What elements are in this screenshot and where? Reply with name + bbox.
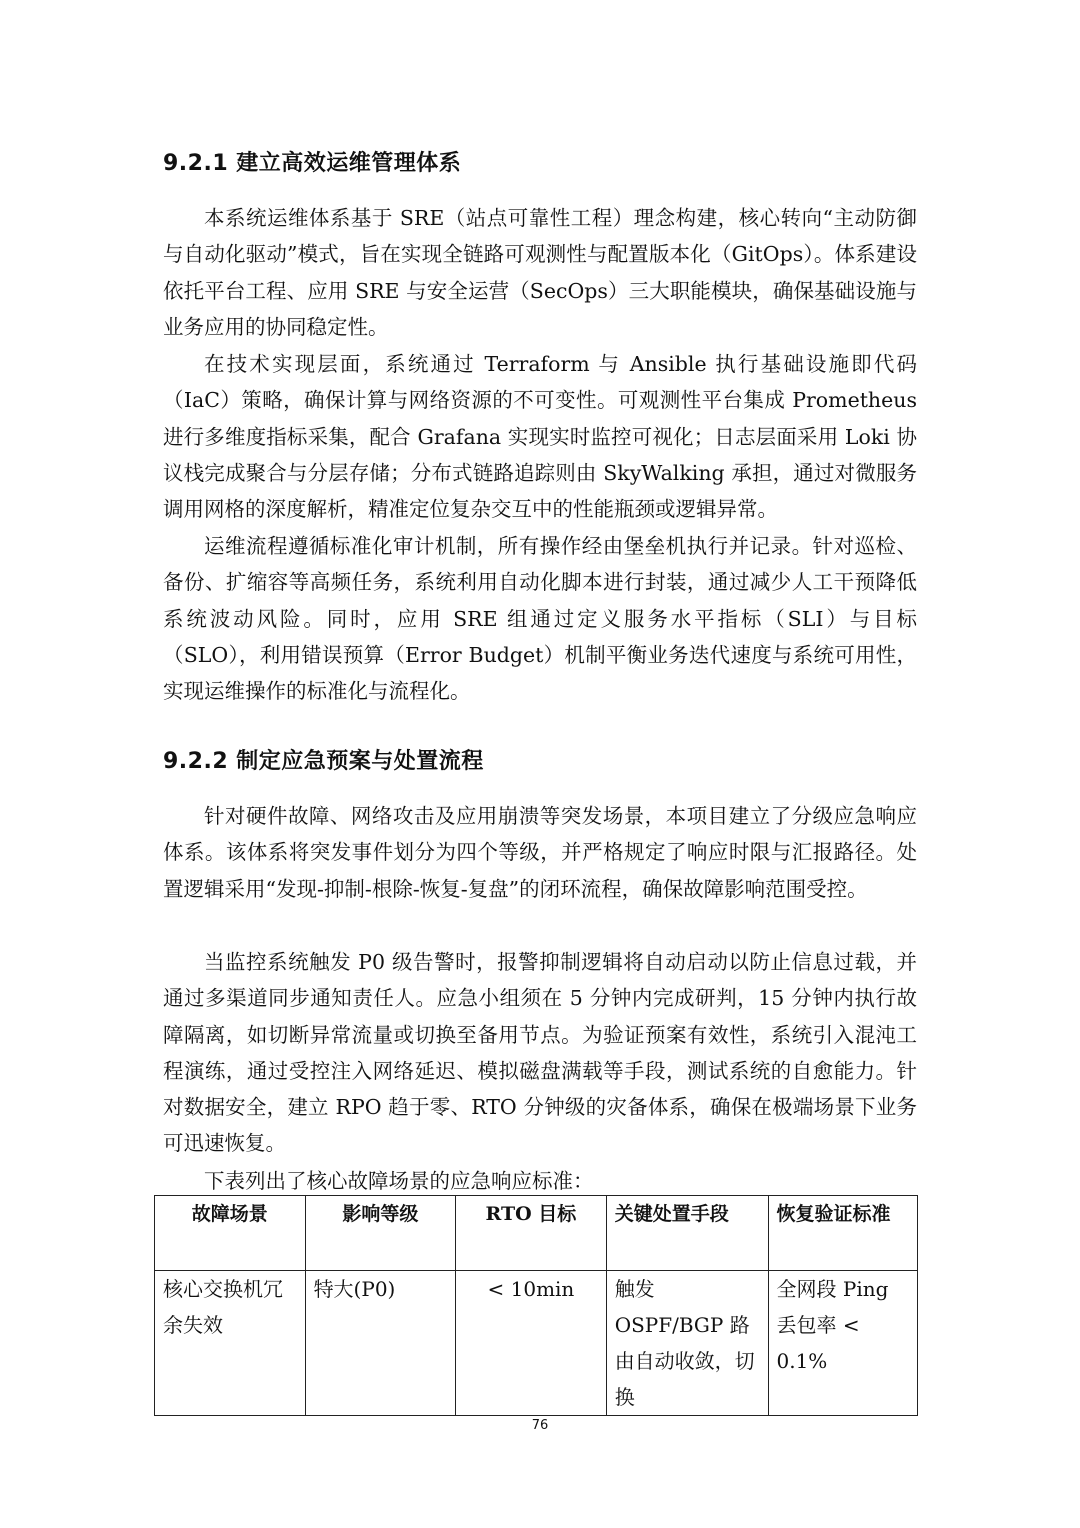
section-heading-9-2-1: 9.2.1 建立高效运维管理体系 xyxy=(163,151,462,176)
table-cell: 核心交换机冗余失效 xyxy=(155,1271,306,1416)
paragraph: 本系统运维体系基于 SRE（站点可靠性工程）理念构建，核心转向“主动防御与自动化驱动”模式，旨在实现全链路可观测性与配置版本化（GitOps）。体系建设依托平台工程、应用 SRE 与安全运营（SecOps）三大职能模块，确保基础设施与业务应用的协同稳定性。 xyxy=(163,206,917,339)
header-cell: 影响等级 xyxy=(305,1196,456,1271)
table-cell: 触发OSPF/BGP 路由自动收敛，切换 xyxy=(606,1271,768,1416)
table-header-row xyxy=(155,1196,918,1271)
paragraph: 在技术实现层面，系统通过 Terraform 与 Ansible 执行基础设施即代码（IaC）策略，确保计算与网络资源的不可变性。可观测性平台集成 Prometheus 进行多维度指标采集，配合 Grafana 实现实时监控可视化；日志层面采用 Loki 协议栈完成聚合与分层存储；分布式链路追踪则由 SkyWalking 承担，通过对微服务调用网格的深度解析，精准定位复杂交互中的性能瓶颈或逻辑异常。 xyxy=(163,352,917,522)
table-intro: 下表列出了核心故障场景的应急响应标准： xyxy=(204,1169,594,1193)
section-heading-9-2-2: 9.2.2 制定应急预案与处置流程 xyxy=(163,749,484,774)
table-cell: 特大(P0) xyxy=(305,1271,456,1416)
paragraph: 运维流程遵循标准化审计机制，所有操作经由堡垒机执行并记录。针对巡检、备份、扩缩容等高频任务，系统利用自动化脚本进行封装，通过减少人工干预降低系统波动风险。同时，应用 SRE 组通过定义服务水平指标（SLI）与目标（SLO），利用错误预算（Error Budget）机制平衡业务迭代速度与系统可用性，实现运维操作的标准化与流程化。 xyxy=(163,534,917,704)
paragraph: 当监控系统触发 P0 级告警时，报警抑制逻辑将自动启动以防止信息过载，并通过多渠道同步通知责任人。应急小组须在 5 分钟内完成研判，15 分钟内执行故障隔离，如切断异常流量或切换至备用节点。为验证预案有效性，系统引入混沌工程演练，通过受控注入网络延迟、模拟磁盘满载等手段，测试系统的自愈能力。针对数据安全，建立 RPO 趋于零、RTO 分钟级的灾备体系，确保在极端场景下业务可迅速恢复。 xyxy=(163,950,917,1156)
header-cell: RTO 目标 xyxy=(456,1196,607,1271)
table-row xyxy=(155,1271,918,1416)
header-cell: 故障场景 xyxy=(155,1196,306,1271)
emergency-response-table xyxy=(154,1195,918,1416)
paragraph: 针对硬件故障、网络攻击及应用崩溃等突发场景，本项目建立了分级应急响应体系。该体系将突发事件划分为四个等级，并严格规定了响应时限与汇报路径。处置逻辑采用“发现-抑制-根除-恢复-复盘”的闭环流程，确保故障影响范围受控。 xyxy=(163,804,917,901)
table-cell: < 10min xyxy=(456,1271,607,1416)
header-cell: 关键处置手段 xyxy=(606,1196,768,1271)
page-number: 76 xyxy=(531,1418,549,1433)
table-cell: 全网段 Ping 丢包率 < 0.1% xyxy=(768,1271,918,1416)
header-cell: 恢复验证标准 xyxy=(768,1196,918,1271)
